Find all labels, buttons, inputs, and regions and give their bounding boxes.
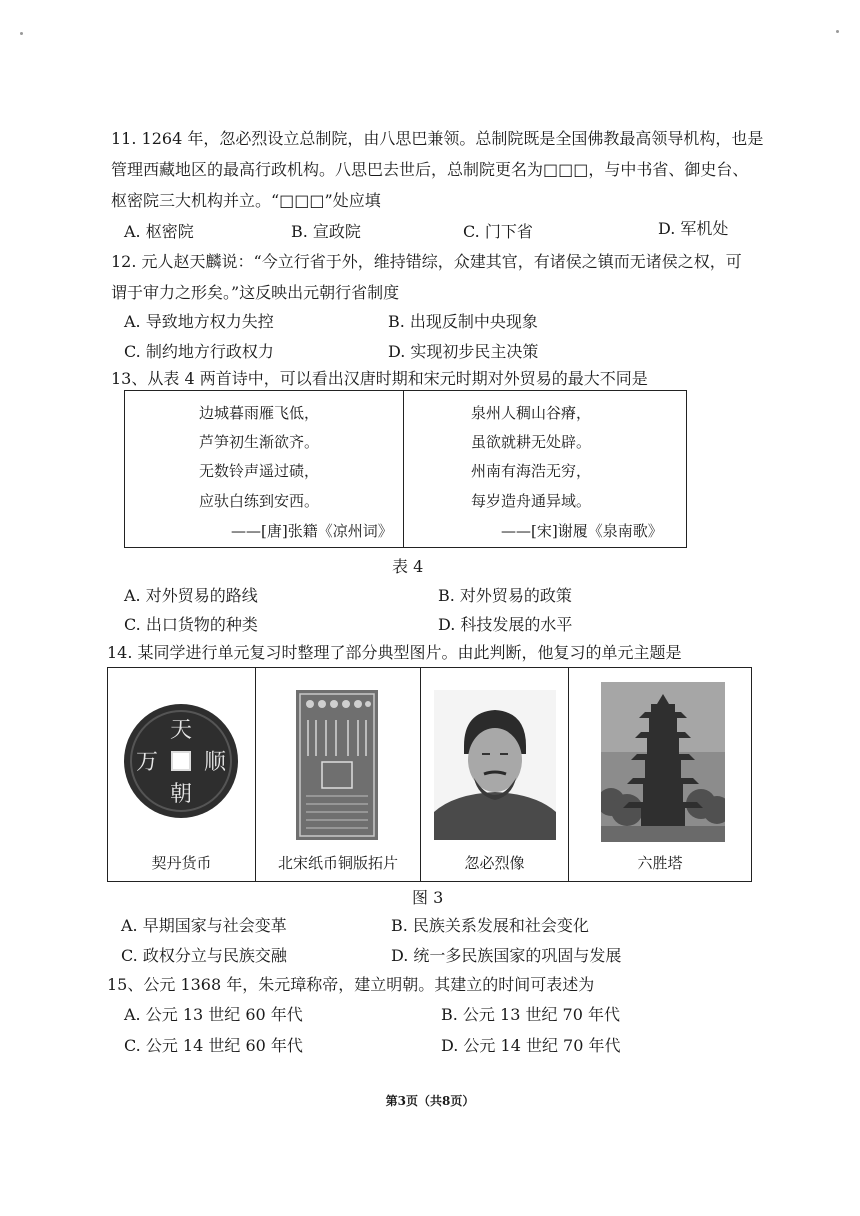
q14-option-b: B. 民族关系发展和社会变化 [391,916,589,935]
portrait-image [434,690,556,840]
poem-left-line: 无数铃声遥过碛， [199,462,320,480]
figure-cell-portrait [421,668,569,881]
scan-speck [836,30,839,33]
q12-option-d: D. 实现初步民主决策 [388,342,539,361]
q12-option-a: A. 导致地方权力失控 [124,312,274,331]
q11-line1: 11. 1264 年，忽必烈设立总制院，由八思巴兼领。总制院既是全国佛教最高领导机构，也是 [111,129,764,148]
q14-stem: 14. 某同学进行单元复习时整理了部分典型图片。由此判断，他复习的单元主题是 [107,643,682,662]
coin-char-top: 天 [169,718,193,743]
poem-right-line: 州南有海浩无穷， [471,462,592,480]
figure-cell-banknote-plate [256,668,421,881]
page-footer: 第3页（共8页） [385,1094,475,1108]
q12-line2: 谓于审力之形矣。”这反映出元朝行省制度 [111,283,400,302]
scan-speck [20,32,23,35]
poem-left-source: ——[唐]张籍《凉州词》 [231,522,393,540]
poem-right-line: 泉州人稠山谷瘠， [471,404,592,422]
q14-option-d: D. 统一多民族国家的巩固与发展 [391,946,622,965]
coin-image [122,702,240,820]
figure-cell-coin [108,668,256,881]
poem-left-line: 边城暮雨雁飞低， [199,404,320,422]
figure-caption-pagoda: 六胜塔 [637,854,683,872]
q11-option-d: D. 军机处 [658,219,729,238]
q13-stem: 13、从表 4 两首诗中，可以看出汉唐时期和宋元时期对外贸易的最大不同是 [111,369,648,388]
q11-line3: 枢密院三大机构并立。“□□□”处应填 [111,191,381,210]
q13-option-d: D. 科技发展的水平 [438,615,573,634]
q14-option-a: A. 早期国家与社会变革 [121,916,287,935]
q11-option-a: A. 枢密院 [124,222,194,241]
poem-left-line: 芦笋初生渐欲齐。 [199,433,320,451]
q11-option-c: C. 门下省 [463,222,533,241]
pagoda-image [601,682,725,842]
q14-option-c: C. 政权分立与民族交融 [121,946,287,965]
banknote-plate-image [296,690,378,840]
poem-left-line: 应驮白练到安西。 [199,492,320,510]
q15-option-c: C. 公元 14 世纪 60 年代 [124,1036,303,1055]
poem-right-line: 每岁造舟通异域。 [471,492,592,510]
q15-option-d: D. 公元 14 世纪 70 年代 [441,1036,621,1055]
table-caption: 表 4 [392,557,424,576]
coin-char-right: 顺 [203,750,227,775]
poem-table-divider [403,391,404,547]
figure-caption-coin: 契丹货币 [151,854,212,872]
figure-caption-banknote-plate: 北宋纸币铜版拓片 [277,854,398,872]
coin-char-left: 万 [135,750,159,775]
q15-option-b: B. 公元 13 世纪 70 年代 [441,1005,620,1024]
q12-option-c: C. 制约地方行政权力 [124,342,274,361]
q13-option-a: A. 对外贸易的路线 [124,586,258,605]
poem-right-source: ——[宋]谢履《泉南歌》 [501,522,663,540]
poem-right-line: 虽欲就耕无处辟。 [471,433,592,451]
q12-option-b: B. 出现反制中央现象 [388,312,538,331]
coin-char-bottom: 朝 [169,782,193,807]
q13-option-b: B. 对外贸易的政策 [438,586,572,605]
poem-table [124,390,687,548]
q15-option-a: A. 公元 13 世纪 60 年代 [124,1005,303,1024]
q13-option-c: C. 出口货物的种类 [124,615,258,634]
q12-line1: 12. 元人赵天麟说：“今立行省于外，维持错综，众建其官，有诸侯之镇而无诸侯之权，可 [111,252,742,271]
q11-option-b: B. 宣政院 [291,222,361,241]
q11-line2: 管理西藏地区的最高行政机构。八思巴去世后，总制院更名为□□□，与中书省、御史台、 [111,160,749,179]
figure-caption-portrait: 忽必烈像 [464,854,525,872]
figure-cell-pagoda [569,668,751,881]
figure-grid [107,667,752,882]
figure-caption: 图 3 [412,888,444,907]
q15-stem: 15、公元 1368 年，朱元璋称帝，建立明朝。其建立的时间可表述为 [107,975,595,994]
